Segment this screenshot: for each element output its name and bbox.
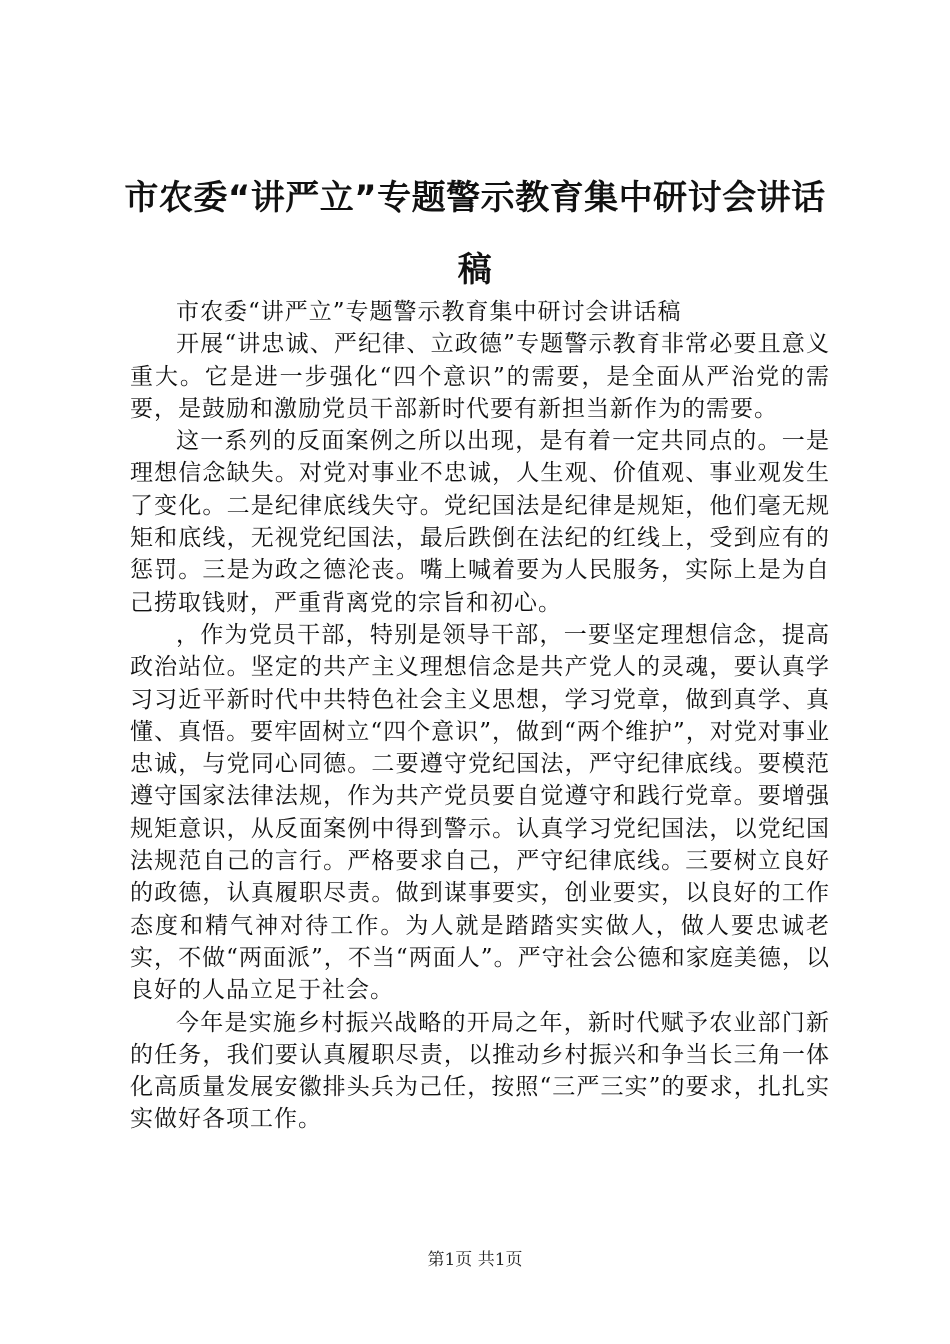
document-body: [130, 296, 830, 1136]
document-title: 市农委“讲严立”专题警示教育集中研讨会讲话稿: [124, 178, 826, 290]
paragraph: 市农委“讲严立”专题警示教育集中研讨会讲话稿: [176, 299, 682, 325]
page-footer: 第1页 共1页: [427, 1250, 523, 1270]
paragraph: 开展“讲忠诚、严纪律、立政德”专题警示教育非常必要且意义重大。它是进一步强化“四个意识”的需要，是全面从严治党的需要，是鼓励和激励党员干部新时代要有新担当新作为的需要。: [130, 331, 830, 422]
paragraph: 今年是实施乡村振兴战略的开局之年，新时代赋予农业部门新的任务，我们要认真履职尽责，以推动乡村振兴和争当长三角一体化高质量发展安徽排头兵为己任，按照“三严三实”的要求，扎扎实实做好各项工作。: [130, 1009, 830, 1133]
paragraph: 这一系列的反面案例之所以出现，是有着一定共同点的。一是理想信念缺失。对党对事业不忠诚，人生观、价值观、事业观发生了变化。二是纪律底线失守。党纪国法是纪律是规矩，他们毫无规矩和底线，无视党纪国法，最后跌倒在法纪的红线上，受到应有的惩罚。三是为政之德沦丧。嘴上喊着要为人民服务，实际上是为自己捞取钱财，严重背离党的宗旨和初心。: [130, 428, 830, 616]
paragraph: ，作为党员干部，特别是领导干部，一要坚定理想信念，提高政治站位。坚定的共产主义理想信念是共产党人的灵魂，要认真学习习近平新时代中共特色社会主义思想，学习党章，做到真学、真懂、真悟。要牢固树立“四个意识”，做到“两个维护”，对党对事业忠诚，与党同心同德。二要遵守党纪国法，严守纪律底线。要模范遵守国家法律法规，作为共产党员要自觉遵守和践行党章。要增强规矩意识，从反面案例中得到警示。认真学习党纪国法，以党纪国法规范自己的言行。严格要求自己，严守纪律底线。三要树立良好的政德，认真履职尽责。做到谋事要实，创业要实，以良好的工作态度和精气神对待工作。为人就是踏踏实实做人，做人要忠诚老实，不做“两面派”，不当“两面人”。严守社会公德和家庭美德，以良好的人品立足于社会。: [130, 621, 830, 1004]
